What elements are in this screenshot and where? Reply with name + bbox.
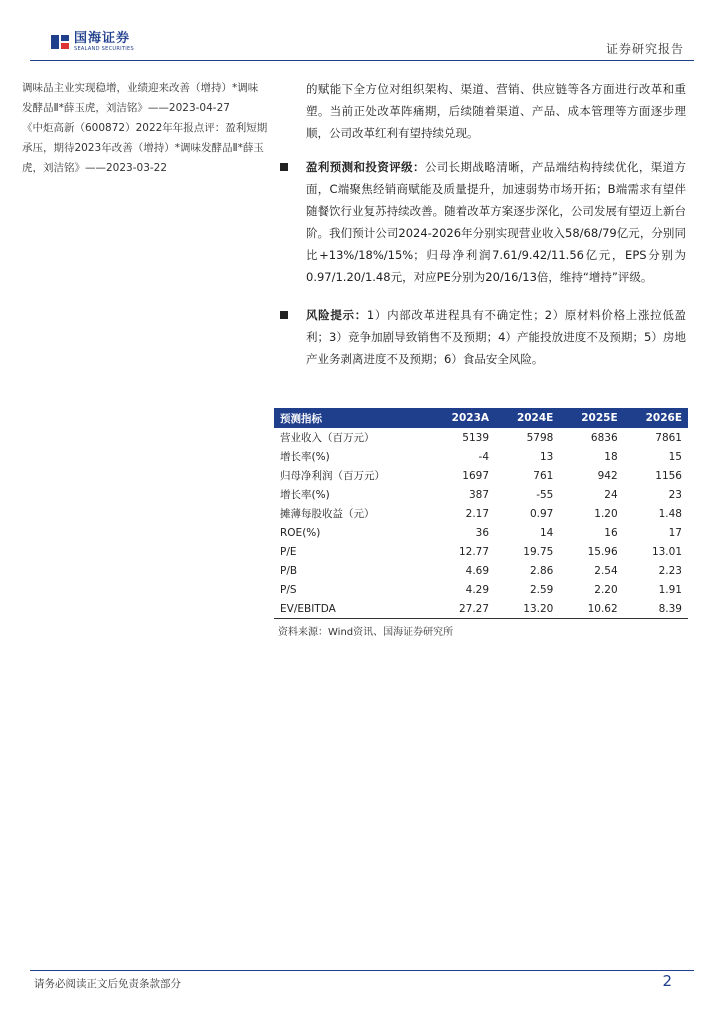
table-cell: 13.20 <box>495 599 559 619</box>
table-cell: 761 <box>533 469 554 482</box>
table-cell: 10.62 <box>559 599 623 619</box>
table-row <box>274 504 688 523</box>
table-cell: 15.96 <box>587 545 618 558</box>
table-cell: 13.01 <box>651 545 682 558</box>
table-cell: 7861 <box>655 431 682 444</box>
table-cell: -4 <box>478 450 490 463</box>
table-cell: 1697 <box>462 469 490 482</box>
footer-disclaimer: 请务必阅读正文后免责条款部分 <box>34 978 181 990</box>
table-cell: P/B <box>280 564 298 577</box>
intro-paragraph: 的赋能下全方位对组织架构、渠道、营销、供应链等各方面进行改革和重塑。当前正处改革阵痛期，后续随着渠道、产品、成本管理等方面逐步理顺，公司改革红利有望持续兑现。 <box>306 82 686 140</box>
intro-paragraph-block <box>306 78 686 144</box>
table-header-cell: 预测指标 <box>274 408 429 428</box>
table-cell: 1.91 <box>658 583 682 596</box>
table-cell: 18 <box>604 450 618 463</box>
forecast-table-block <box>274 408 688 638</box>
table-header-cell: 2026E <box>624 408 688 428</box>
table-cell: 增长率(%) <box>280 451 330 463</box>
table-cell: 15 <box>668 450 682 463</box>
table-cell: 4.69 <box>465 564 490 577</box>
table-cell: 4.29 <box>465 583 490 596</box>
table-header-row <box>274 408 688 428</box>
table-cell: 8.39 <box>624 599 688 619</box>
table-source: 资料来源：Wind资讯、国海证券研究所 <box>278 627 454 638</box>
table-row <box>274 485 688 504</box>
forecast-title: 盈利预测和投资评级： <box>306 160 425 174</box>
risk-section <box>280 304 686 370</box>
table-cell: 5139 <box>462 431 490 444</box>
table-header-cell: 2024E <box>495 408 559 428</box>
table-cell: 14 <box>539 526 554 539</box>
risk-title: 风险提示： <box>306 308 367 322</box>
table-row <box>274 561 688 580</box>
table-row <box>274 447 688 466</box>
table-cell: P/E <box>280 545 297 558</box>
table-cell: 23 <box>668 488 682 501</box>
table-cell: 营业收入（百万元） <box>280 432 375 444</box>
table-cell: 19.75 <box>523 545 554 558</box>
table-cell: 2.20 <box>594 583 618 596</box>
related-report-2: 《中炬高新（600872）2022年年报点评：盈利短期承压，期待2023年改善（增持）*调味发酵品Ⅱ*薛玉虎，刘洁铭》——2023-03-22 <box>22 122 268 174</box>
forecast-table <box>274 408 688 619</box>
table-cell: 16 <box>604 526 618 539</box>
table-cell: P/S <box>280 583 297 596</box>
table-cell: 12.77 <box>458 545 490 558</box>
bullet-icon <box>280 163 288 171</box>
table-cell: ROE(%) <box>280 526 321 539</box>
table-cell: -55 <box>536 488 554 501</box>
table-cell: 增长率(%) <box>280 489 330 501</box>
table-cell: 36 <box>475 526 490 539</box>
table-cell: 27.27 <box>429 599 495 619</box>
table-header-cell: 2025E <box>559 408 623 428</box>
logo-cn: 国海证券 <box>74 31 131 46</box>
footer-divider <box>30 970 694 971</box>
logo-en: SEALAND SECURITIES <box>74 46 134 52</box>
table-cell: EV/EBITDA <box>274 599 429 619</box>
table-cell: 5798 <box>526 431 554 444</box>
related-report-1: 调味品主业实现稳增，业绩迎来改善（增持）*调味发酵品Ⅱ*薛玉虎，刘洁铭》——2023-04-27 <box>22 82 259 114</box>
table-cell: 2.59 <box>529 583 554 596</box>
table-cell: 0.97 <box>529 507 554 520</box>
company-logo <box>50 30 134 54</box>
bullet-icon <box>280 311 288 319</box>
table-row <box>274 523 688 542</box>
page-number: 2 <box>662 972 672 990</box>
table-row <box>274 580 688 599</box>
table-cell: 2.54 <box>594 564 618 577</box>
table-cell: 13 <box>539 450 554 463</box>
related-reports <box>22 78 268 178</box>
table-cell: 2.17 <box>465 507 490 520</box>
forecast-section <box>280 156 686 288</box>
table-cell: 摊薄每股收益（元） <box>280 508 375 520</box>
report-type: 证券研究报告 <box>605 42 684 56</box>
table-row <box>274 542 688 561</box>
table-cell: 387 <box>468 488 490 501</box>
table-row <box>274 466 688 485</box>
table-cell: 归母净利润（百万元） <box>280 470 385 482</box>
table-cell: 1156 <box>655 469 682 482</box>
table-cell: 17 <box>668 526 682 539</box>
table-cell: 6836 <box>590 431 618 444</box>
forecast-text: 公司长期战略清晰，产品端结构持续优化，渠道方面，C端聚焦经销商赋能及质量提升，加速弱势市场开拓；B端需求有望伴随餐饮行业复苏持续改善。随着改革方案逐步深化，公司发展有望迈上新台阶。我们预计公司2024-2026年分别实现营业收入58/68/79亿元，分别同比+13%/18%/15%；归母净利润7.61/9.42/11.56亿元，EPS分别为0.97/1.20/1.48元，对应PE分别为20/16/13倍，维持“增持”评级。 <box>306 160 687 284</box>
risk-text: 1）内部改革进程具有不确定性；2）原材料价格上涨拉低盈利；3）竞争加剧导致销售不及预期；4）产能投放进度不及预期；5）房地产业务剥离进度不及预期；6）食品安全风险。 <box>306 308 687 366</box>
table-header-cell: 2023A <box>429 408 495 428</box>
table-cell: 24 <box>604 488 618 501</box>
logo-icon <box>50 32 70 52</box>
table-cell: 1.20 <box>594 507 618 520</box>
table-cell: 2.86 <box>529 564 554 577</box>
table-cell: 1.48 <box>658 507 682 520</box>
table-cell: 942 <box>597 469 618 482</box>
table-row <box>274 428 688 447</box>
table-cell: 2.23 <box>658 564 682 577</box>
page-header <box>30 26 694 61</box>
table-row <box>274 599 688 619</box>
